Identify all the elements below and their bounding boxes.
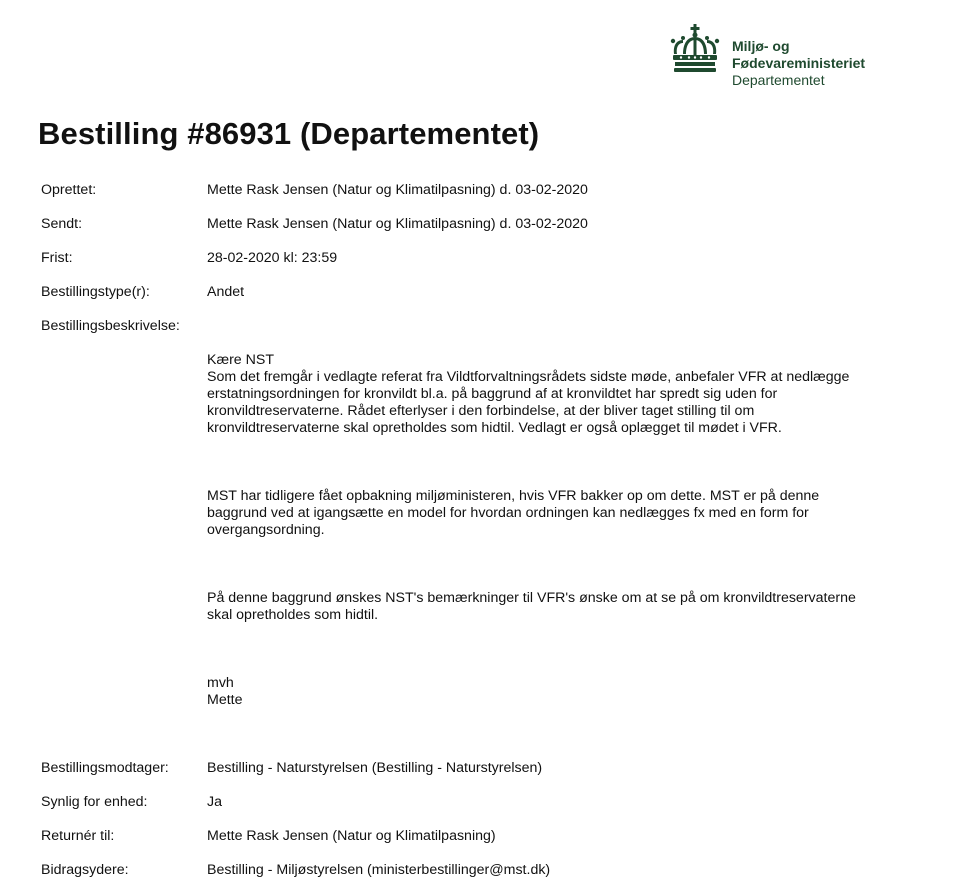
field-row-description — [41, 318, 901, 743]
field-label: Returnér til: — [41, 828, 115, 844]
field-value: Mette Rask Jensen (Natur og Klimatilpasning) — [207, 828, 496, 844]
field-label: Bidragsydere: — [41, 862, 129, 878]
description-paragraph: MST har tidligere fået opbakning miljøministeren, hvis VFR bakker op om dette. MST er på denne baggrund ved at igangsætte en model for hvordan ordningen kan nedlægges fx med en form for overgangsordning. — [207, 488, 820, 538]
field-row-deadline — [41, 250, 901, 267]
logo-line-1: Miljø- og — [732, 38, 790, 54]
field-value: Andet — [207, 284, 245, 300]
ministry-logo — [669, 24, 889, 98]
logo-line-2: Fødevareministeriet — [732, 55, 866, 71]
crown-icon — [669, 24, 721, 76]
field-value: 28-02-2020 kl: 23:59 — [207, 250, 338, 266]
field-value: Mette Rask Jensen (Natur og Klimatilpasning) d. 03-02-2020 — [207, 216, 588, 232]
page-title: Bestilling #86931 (Departementet) — [38, 116, 540, 151]
field-label: Oprettet: — [41, 182, 97, 198]
field-row-order-type — [41, 284, 901, 301]
field-value: Mette Rask Jensen (Natur og Klimatilpasning) d. 03-02-2020 — [207, 182, 588, 198]
order-details — [41, 182, 901, 896]
description-paragraph: Kære NST Som det fremgår i vedlagte referat fra Vildtforvaltningsrådets sidste møde, anbefaler VFR at nedlægge erstatningsordningen for kronvildt bl.a. på baggrund af at kronvildtet har spredt sig uden for kronvildtreservaterne. Rådet efterlyser i den forbindelse, at der bliver taget stilling til om kronvildtreservaterne skal opretholdes som hidtil. Vedlagt er også oplægget til mødet i VFR. — [207, 352, 850, 436]
description-body — [207, 318, 901, 743]
description-paragraph: På denne baggrund ønskes NST's bemærkninger til VFR's ønske om at se på om kronvildtreservaterne skal opretholdes som hidtil. — [207, 590, 856, 623]
field-row-return-to — [41, 828, 901, 845]
field-row-recipient — [41, 760, 901, 777]
field-row-sent — [41, 216, 901, 233]
logo-line-3: Departementet — [732, 72, 825, 88]
field-value: Bestilling - Miljøstyrelsen (ministerbestillinger@mst.dk) — [207, 862, 551, 878]
field-row-visible — [41, 794, 901, 811]
field-label: Bestillingstype(r): — [41, 284, 150, 300]
field-label: Bestillingsmodtager: — [41, 760, 169, 776]
field-value: Ja — [207, 794, 222, 810]
field-label: Sendt: — [41, 216, 83, 232]
field-label: Frist: — [41, 250, 73, 266]
field-label: Synlig for enhed: — [41, 794, 148, 810]
field-row-created — [41, 182, 901, 199]
field-label: Bestillingsbeskrivelse: — [41, 318, 180, 334]
field-row-contributors — [41, 862, 901, 879]
field-value: Bestilling - Naturstyrelsen (Bestilling - Naturstyrelsen) — [207, 760, 543, 776]
logo-text — [732, 38, 865, 89]
description-signature: mvh Mette — [207, 675, 243, 708]
